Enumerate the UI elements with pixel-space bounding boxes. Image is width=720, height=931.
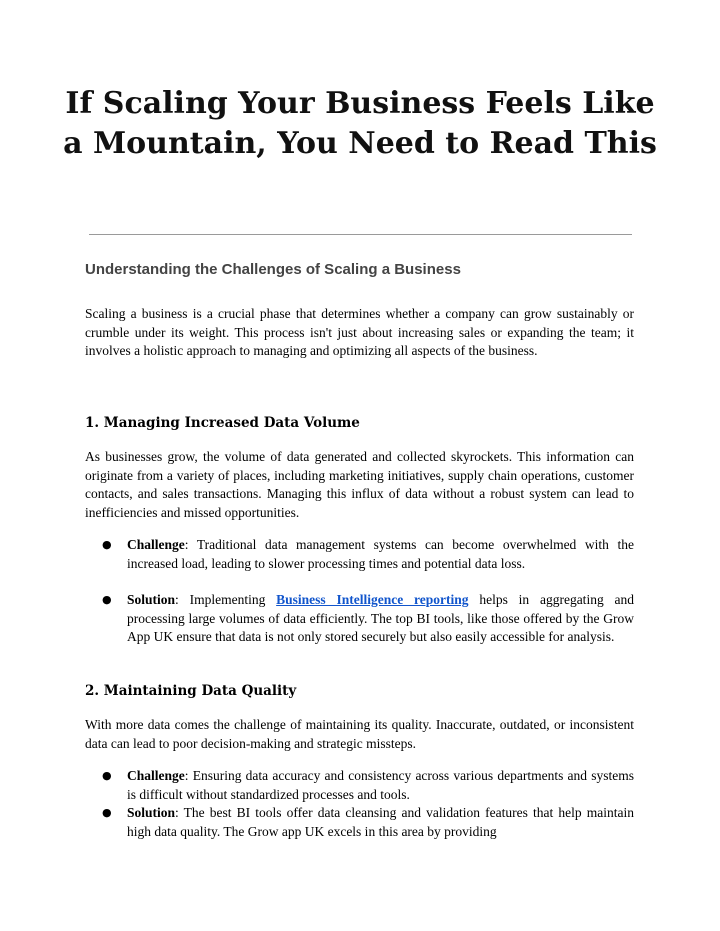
solution-label: Solution (127, 805, 176, 820)
solution-text-pre: : Implementing (175, 592, 277, 607)
challenge-text: : Traditional data management systems can become overwhelmed with the increased load, leading to slower processing times and potential data loss. (127, 537, 634, 571)
solution-text: : The best BI tools offer data cleansing and validation features that help maintain high data quality. The Grow app UK excels in this area by providing (127, 805, 634, 839)
section2-solution-item (127, 804, 634, 841)
bullet-icon: ● (102, 538, 112, 551)
page-title: If Scaling Your Business Feels Like a Mountain, You Need to Read This (63, 86, 657, 161)
section2-paragraph: With more data comes the challenge of maintaining its quality. Inaccurate, outdated, or inconsistent data can lead to poor decision-making and strategic missteps. (85, 717, 634, 751)
section2-challenge-item (127, 767, 634, 804)
section1-heading: 1. Managing Increased Data Volume (85, 415, 360, 431)
section2-heading: 2. Maintaining Data Quality (85, 683, 297, 699)
bullet-icon: ● (102, 593, 112, 606)
intro-paragraph: Scaling a business is a crucial phase that determines whether a company can grow sustainably or crumble under its weight. This process isn't just about increasing sales or expanding the team; it involves a holistic approach to managing and optimizing all aspects of the business. (85, 306, 634, 358)
section-subtitle: Understanding the Challenges of Scaling a Business (85, 261, 461, 278)
solution-text-post: helps in aggregating and processing large volumes of data efficiently. The top BI tools, like those offered by the Grow App UK ensure that data is not only stored securely but also easily accessible for analysis. (127, 592, 634, 644)
solution-label: Solution (127, 592, 176, 607)
bullet-icon: ● (102, 769, 112, 782)
title-divider (89, 234, 632, 235)
section1-solution-item (127, 591, 634, 647)
section1-paragraph: As businesses grow, the volume of data generated and collected skyrockets. This information can originate from a variety of places, including marketing initiatives, supply chain operations, customer contacts, and sales transactions. Managing this influx of data without a robust system can lead to inefficiencies and missed opportunities. (85, 449, 634, 520)
challenge-label: Challenge (127, 768, 185, 783)
section1-challenge-item (127, 536, 634, 573)
bullet-icon: ● (102, 806, 112, 819)
challenge-text: : Ensuring data accuracy and consistency across various departments and systems is difficult without standardized processes and tools. (127, 768, 634, 802)
challenge-label: Challenge (127, 537, 185, 552)
bi-reporting-link[interactable]: Business Intelligence reporting (276, 592, 469, 607)
